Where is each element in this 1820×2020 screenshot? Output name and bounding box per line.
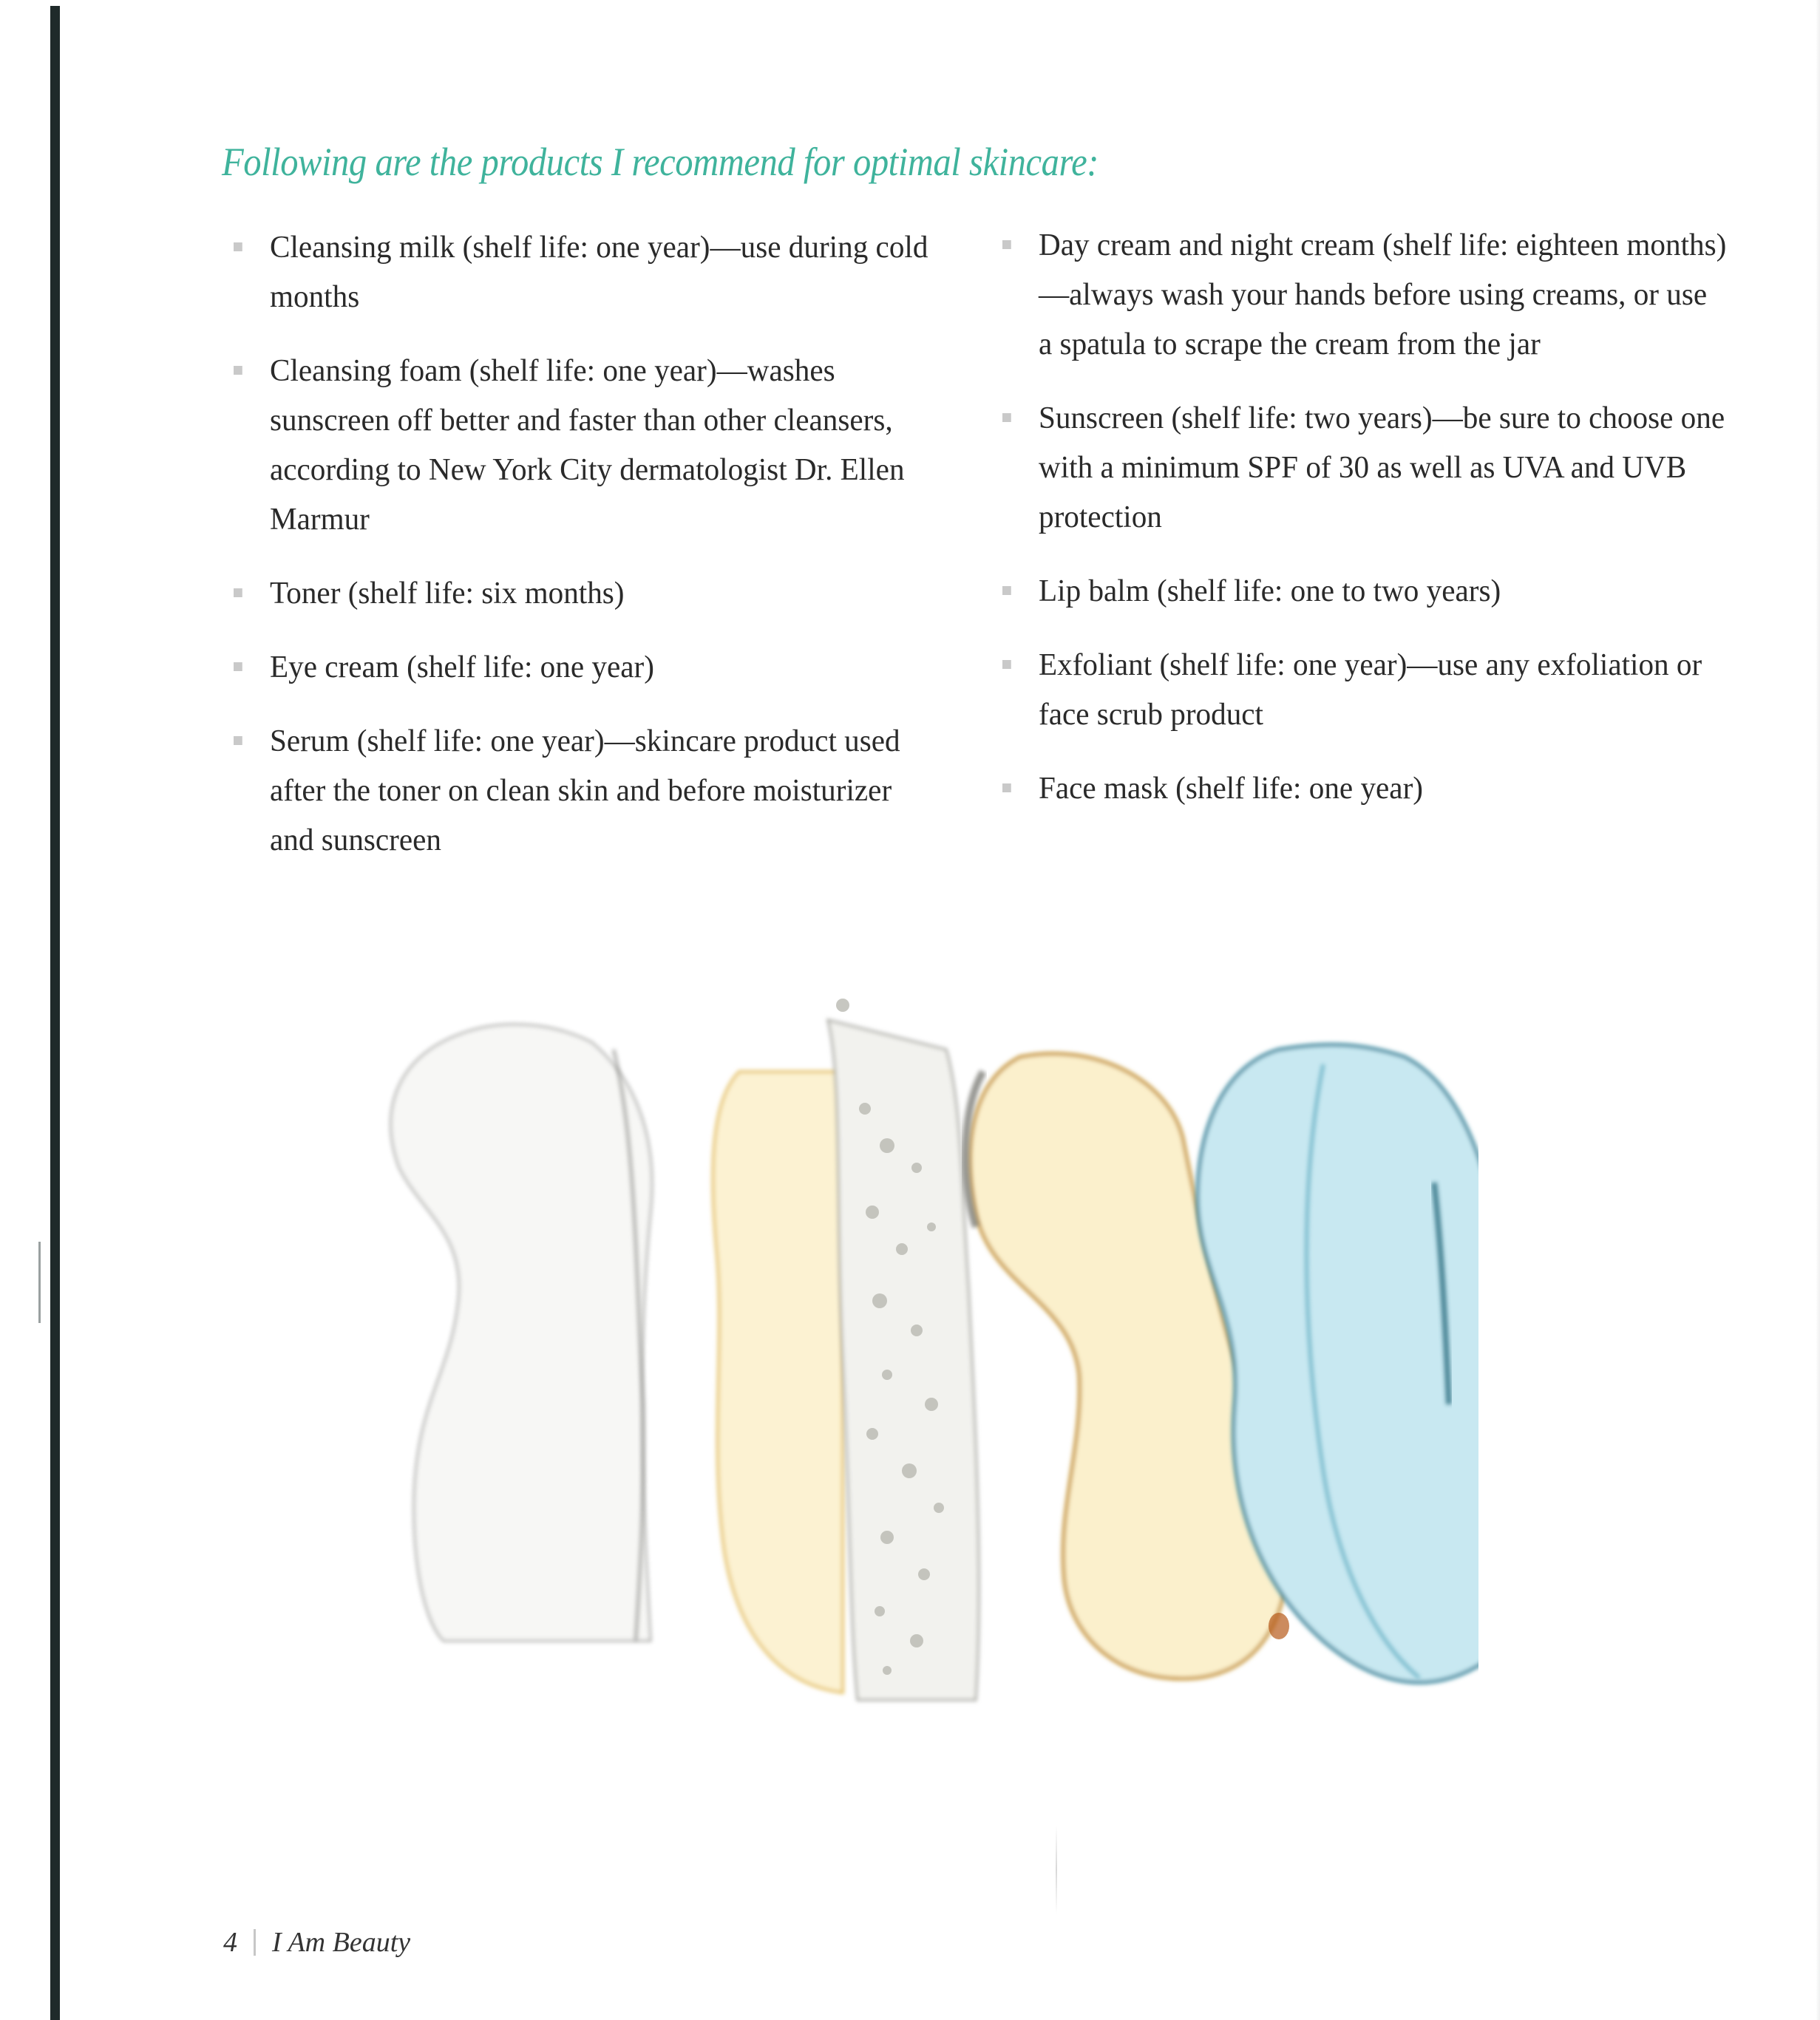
square-bullet-icon — [1002, 783, 1011, 792]
list-item — [1002, 394, 1727, 543]
page-number: 4 — [223, 1927, 237, 1958]
list-item — [234, 347, 929, 545]
list-item — [234, 643, 929, 693]
list-item-text: Toner (shelf life: six months) — [270, 577, 625, 611]
list-item — [1002, 221, 1727, 370]
square-bullet-icon — [234, 242, 242, 251]
list-item — [1002, 641, 1727, 740]
page-spine-edge — [50, 6, 60, 2020]
list-item-text: Lip balm (shelf life: one to two years) — [1039, 574, 1501, 608]
list-item-text: Day cream and night cream (shelf life: eighteen months)—always wash your hands before using creams, or use a spatula to scrape the cream from the jar — [1039, 228, 1727, 361]
book-title: I Am Beauty — [272, 1927, 411, 1958]
list-item-text: Cleansing foam (shelf life: one year)—washes sunscreen off better and faster than other cleansers, according to New York City dermatologist Dr. Ellen Marmur — [270, 354, 905, 537]
square-bullet-icon — [1002, 586, 1011, 595]
list-item-text: Serum (shelf life: one year)—skincare product used after the toner on clean skin and before moisturizer and sunscreen — [270, 724, 900, 857]
list-item — [234, 223, 929, 322]
swatch-yellow-gel — [713, 1072, 843, 1693]
square-bullet-icon — [234, 662, 242, 671]
swatch-clear-cream — [391, 1024, 652, 1641]
section-heading: Following are the products I recommend for optimal skincare: — [222, 140, 1099, 184]
list-item-text: Cleansing milk (shelf life: one year)—use during cold months — [270, 231, 928, 314]
product-list-right — [1002, 221, 1742, 838]
list-item — [234, 569, 929, 619]
page-fold-mark — [1056, 1826, 1057, 1914]
square-bullet-icon — [1002, 240, 1011, 249]
swatch-exfoliant-beads — [828, 999, 979, 1700]
list-item — [1002, 567, 1727, 616]
page-right-edge — [1816, 0, 1820, 2020]
spine-mark — [38, 1242, 41, 1323]
square-bullet-icon — [234, 736, 242, 745]
square-bullet-icon — [1002, 660, 1011, 669]
page-footer — [223, 1926, 410, 1959]
list-item-text: Face mask (shelf life: one year) — [1039, 772, 1423, 806]
list-item — [234, 717, 929, 866]
square-bullet-icon — [234, 588, 242, 597]
footer-separator — [254, 1929, 256, 1956]
list-item-text: Exfoliant (shelf life: one year)—use any exfoliation or face scrub product — [1039, 648, 1702, 732]
list-item-text: Eye cream (shelf life: one year) — [270, 650, 654, 684]
product-list-left — [234, 223, 943, 890]
product-swatches-illustration — [370, 990, 1478, 1744]
square-bullet-icon — [1002, 413, 1011, 422]
square-bullet-icon — [234, 366, 242, 375]
list-item — [1002, 764, 1727, 814]
list-item-text: Sunscreen (shelf life: two years)—be sure to choose one with a minimum SPF of 30 as well as UVA and UVB protection — [1039, 401, 1725, 534]
